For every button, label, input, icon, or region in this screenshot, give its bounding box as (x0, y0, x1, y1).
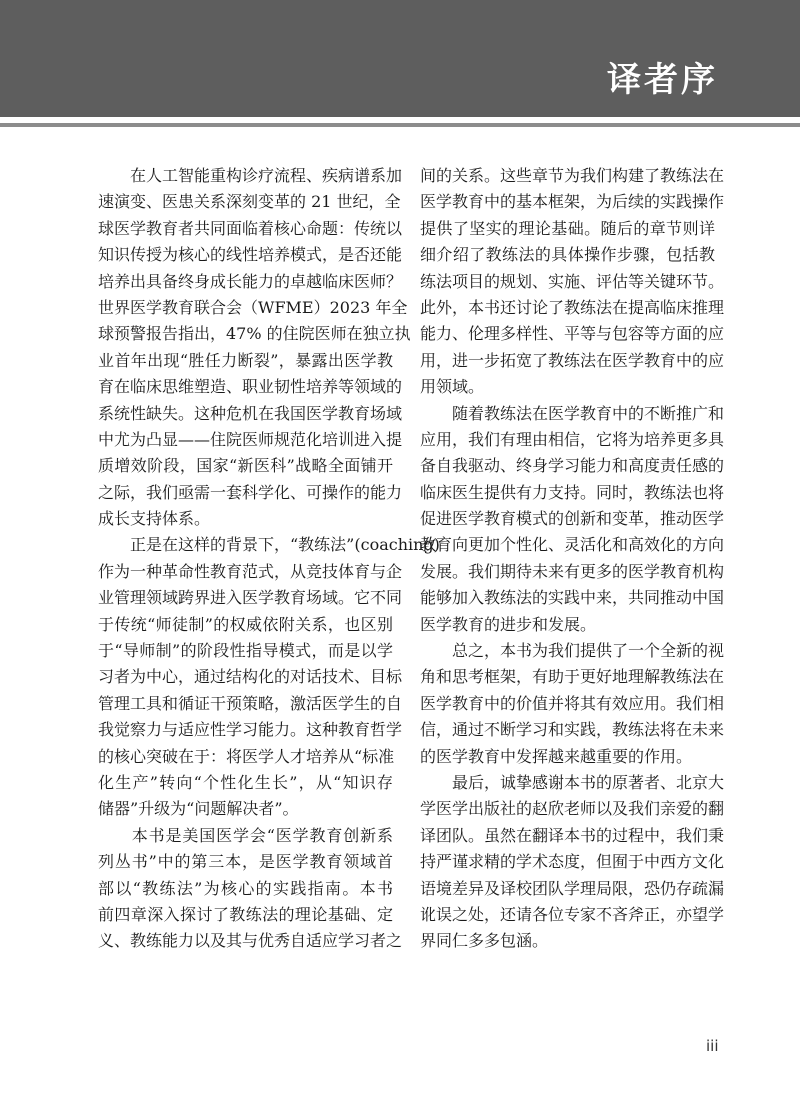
text-line: 业首年出现“胜任力断裂”，暴露出医学教 (98, 350, 393, 370)
text-line: 正是在这样的背景下，“教练法”(coaching) (98, 535, 440, 555)
text-line: 译团队。虽然在翻译本书的过程中，我们秉 (420, 825, 725, 845)
text-line: 前四章深入探讨了教练法的理论基础、定 (98, 904, 393, 924)
text-line: 能够加入教练法的实践中来，共同推动中国 (420, 588, 725, 608)
text-line: 作为一种革命性教育范式，从竞技体育与企 (98, 561, 403, 581)
text-line: 的核心突破在于：将医学人才培养从“标准 (98, 746, 395, 766)
page-title: 译者序 (607, 60, 718, 100)
text-line: 练法项目的规划、实施、评估等关键环节。 (420, 271, 725, 291)
text-line: 系统性缺失。这种危机在我国医学教育场域 (98, 403, 403, 423)
text-line: 提供了坚实的理论基础。随后的章节则详 (420, 218, 715, 238)
text-line: 储器”升级为“问题解决者”。 (98, 799, 299, 819)
text-line: 球预警报告指出，47% 的住院医师在独立执 (98, 324, 411, 344)
text-line: 本书是美国医学会“医学教育创新系 (98, 825, 393, 845)
text-line: 应用，我们有理由相信，它将为培养更多具 (420, 429, 725, 449)
text-line: 用领域。 (420, 377, 485, 397)
text-line: 学医学出版社的赵欣老师以及我们亲爱的翻 (420, 799, 725, 819)
text-line: 于“导师制”的阶段性指导模式，而是以学 (98, 641, 393, 661)
text-line: 细介绍了教练法的具体操作步骤，包括教 (420, 245, 715, 265)
text-line: 医学教育的进步和发展。 (420, 614, 597, 634)
text-line: 医学教育中的价值并将其有效应用。我们相 (420, 693, 725, 713)
text-line: 我觉察力与适应性学习能力。这种教育哲学 (98, 720, 403, 740)
text-line: 间的关系。这些章节为我们构建了教练法在 (420, 166, 725, 185)
text-line: 化生产”转向“个性化生长”，从“知识存 (98, 772, 393, 792)
text-line: 医学教育中的基本框架，为后续的实践操作 (420, 192, 725, 212)
text-line: 教育向更加个性化、灵活化和高效化的方向 (420, 535, 725, 555)
text-line: 能力、伦理多样性、平等与包容等方面的应 (420, 324, 725, 344)
text-line: 成长支持体系。 (98, 509, 211, 529)
text-line: 临床医生提供有力支持。同时，教练法也将 (420, 482, 725, 502)
text-line: 世界医学教育联合会（WFME）2023 年全 (98, 297, 408, 317)
page-number: iii (706, 1037, 719, 1055)
text-line: 习者为中心，通过结构化的对话技术、目标 (98, 667, 403, 687)
text-line: 知识传授为核心的线性培养模式，是否还能 (98, 245, 403, 265)
text-line: 管理工具和循证干预策略，激活医学生的自 (98, 693, 403, 713)
text-line: 界同仁多多包涵。 (420, 931, 549, 951)
text-line: 部以“教练法”为核心的实践指南。本书 (98, 878, 393, 898)
text-line: 随着教练法在医学教育中的不断推广和 (420, 403, 725, 423)
text-line: 质增效阶段，国家“新医科”战略全面铺开 (98, 456, 393, 476)
text-line: 球医学教育者共同面临着核心命题：传统以 (98, 218, 403, 238)
text-line: 最后，诚挚感谢本书的原著者、北京大 (420, 772, 725, 792)
text-line: 培养出具备终身成长能力的卓越临床医师？ (98, 271, 403, 291)
text-line: 持严谨求精的学术态度，但囿于中西方文化 (420, 852, 725, 872)
right-text-column (420, 163, 725, 955)
header-band (0, 0, 800, 117)
left-text-column (98, 163, 440, 955)
text-line: 促进医学教育模式的创新和变革，推动医学 (420, 509, 725, 529)
header-divider (0, 123, 800, 127)
text-line: 在人工智能重构诊疗流程、疾病谱系加 (98, 166, 403, 185)
text-line: 发展。我们期待未来有更多的医学教育机构 (420, 561, 725, 581)
text-line: 育在临床思维塑造、职业韧性培养等领域的 (98, 377, 403, 397)
text-line: 用，进一步拓宽了教练法在医学教育中的应 (420, 350, 725, 370)
text-line: 列丛书”中的第三本，是医学教育领域首 (98, 852, 393, 872)
text-line: 之际，我们亟需一套科学化、可操作的能力 (98, 482, 403, 502)
text-line: 义、教练能力以及其与优秀自适应学习者之 (98, 931, 403, 951)
text-line: 速演变、医患关系深刻变革的 21 世纪，全 (98, 192, 401, 212)
text-line: 信，通过不断学习和实践，教练法将在未来 (420, 720, 725, 740)
text-line: 讹误之处，还请各位专家不吝斧正，亦望学 (420, 904, 725, 924)
text-line: 备自我驱动、终身学习能力和高度责任感的 (420, 456, 725, 476)
text-line: 业管理领域跨界进入医学教育场域。它不同 (98, 588, 403, 608)
text-line: 语境差异及译校团队学理局限，恐仍存疏漏 (420, 878, 725, 898)
text-line: 总之，本书为我们提供了一个全新的视 (420, 641, 725, 661)
text-line: 中尤为凸显——住院医师规范化培训进入提 (98, 429, 403, 449)
text-line: 角和思考框架，有助于更好地理解教练法在 (420, 667, 725, 687)
text-line: 于传统“师徒制”的权威依附关系，也区别 (98, 614, 393, 634)
text-line: 的医学教育中发挥越来越重要的作用。 (420, 746, 693, 766)
text-line: 此外，本书还讨论了教练法在提高临床推理 (420, 297, 725, 317)
